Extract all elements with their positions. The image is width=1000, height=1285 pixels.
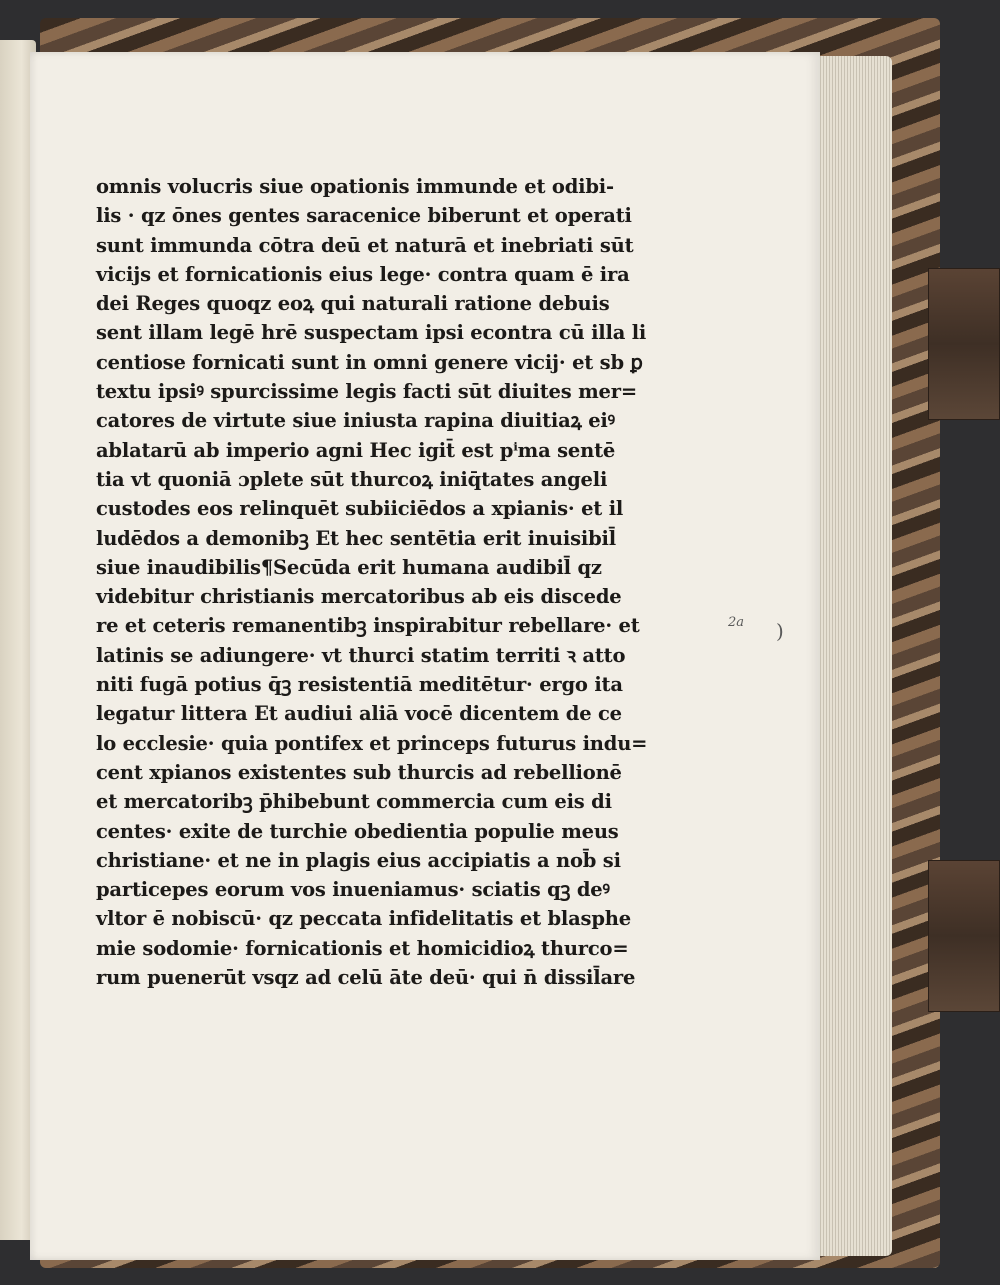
text-line: lis · qz ōnes gentes saracenice biberunt et operati (96, 204, 632, 228)
text-line: centiose fornicati sunt in omni genere vicij· et sb ꝑ (96, 350, 643, 374)
text-line: sent illam legē hrē suspectam ipsi econtra cū illa li (96, 321, 647, 345)
text-line: textu ipsiꝰ spurcissime legis facti sūt diuites mer= (96, 380, 637, 404)
text-line: niti fugā potius q̄ꝫ resistentiā meditētur· ergo ita (96, 673, 623, 697)
text-line: particepes eorum vos inueniamus· sciatis qꝫ deꝰ (96, 878, 610, 902)
text-line: cent xpianos existentes sub thurcis ad rebellionē (96, 760, 622, 784)
book-page (30, 52, 820, 1260)
upper-clasp-strap (928, 268, 1000, 420)
text-line: vicijs et fornicationis eius lege· contra quam ē ira (96, 262, 630, 286)
text-line: centes· exite de turchie obedientia populie meus (96, 819, 619, 843)
text-line: catores de virtute siue iniusta rapina diuitiaꝝ eiꝰ (96, 409, 615, 433)
text-line: omnis volucris siue opationis immunde et odibi- (96, 175, 614, 198)
text-line: lo ecclesie· quia pontifex et princeps futurus indu= (96, 731, 648, 755)
text-line: siue inaudibilis¶Secūda erit humana audibil̄ qz (96, 555, 602, 579)
text-line: tia vt quoniā ɔplete sūt thurcoꝝ iniq̄tates angeli (96, 467, 608, 491)
margin-mark: ) (776, 619, 784, 643)
text-line: sunt immunda cōtra deū et naturā et inebriati sūt (96, 233, 634, 257)
text-line: ludēdos a demonibꝫ Et hec sentētia erit inuisibil̄ (96, 526, 616, 550)
text-line: christiane· et ne in plagis eius accipiatis a nob̄ si (96, 848, 621, 872)
text-line: re et ceteris remanentibꝫ inspirabitur rebellare· et (96, 614, 640, 638)
text-line: mie sodomie· fornicationis et homicidioꝝ thurco= (96, 936, 629, 960)
text-line: dei Reges quoqz eoꝝ qui naturali ratione debuis (96, 292, 610, 316)
text-line: ablatarū ab imperio agni Hec igit̄ est pⁱma sentē (96, 438, 616, 462)
text-line: et mercatoribꝫ p̄hibebunt commercia cum eis di (96, 790, 612, 814)
lower-clasp-strap (928, 860, 1000, 1012)
text-line: rum puenerūt vsqz ad celū āte deū· qui n̄ dissil̄are (96, 966, 636, 990)
text-line: legatur littera Et audiui aliā vocē dicentem de ce (96, 702, 622, 726)
signature-mark: 2a (728, 615, 745, 630)
text-line: vltor ē nobiscū· qz peccata infidelitatis et blasphe (96, 907, 631, 931)
text-line: custodes eos relinquēt subiiciēdos a xpianis· et il (96, 497, 624, 521)
text-line: videbitur christianis mercatoribus ab eis discede (96, 585, 622, 609)
text-block (96, 172, 716, 992)
text-line: latinis se adiungere· vt thurci statim territi ꝛ atto (96, 643, 626, 667)
